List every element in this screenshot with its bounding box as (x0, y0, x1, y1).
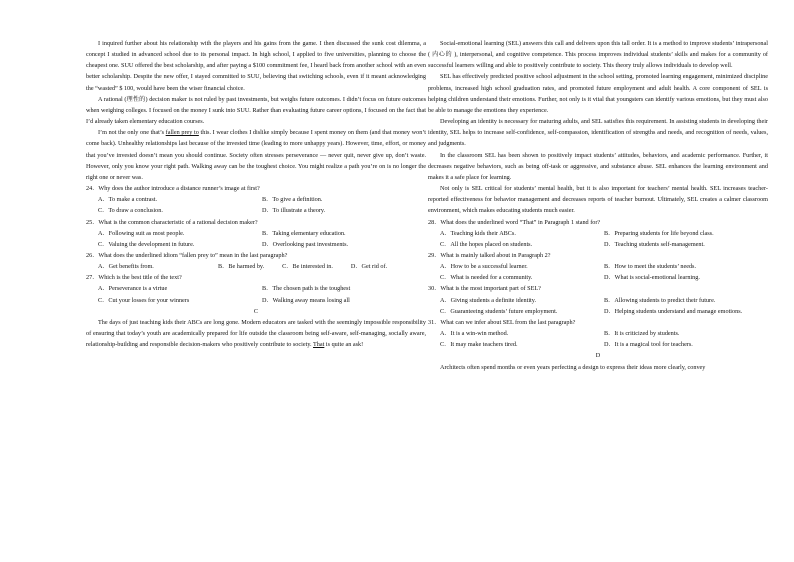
option-31-a: A．It is a win-win method. (440, 330, 509, 338)
option-25-a: A．Following suit as most people. (98, 229, 185, 237)
question-25: 25．What is the common characteristic of a rational decision maker? (86, 218, 258, 226)
question-28-options (428, 228, 768, 250)
option-30-c: C．Guaranteeing students’ future employment. (440, 307, 558, 315)
option-26-d: D．Get rid of. (350, 263, 388, 271)
question-25-options (86, 228, 426, 250)
question-29: 29．What is mainly talked about in Paragraph 2? (428, 251, 551, 259)
question-28: 28．What does the underlined word “That” in Paragraph 1 stand for? (428, 218, 601, 226)
underlined-idiom: fallen prey to (165, 129, 199, 137)
option-27-b: B．The chosen path is the toughest (262, 285, 351, 293)
passage-c-paragraph-abcs (86, 317, 426, 350)
question-27: 27．Which is the best title of the text? (86, 274, 182, 282)
option-24-d: D．To illustrate a theory. (262, 207, 326, 215)
passage-c-paragraph-sel-intro: Social-emotional learning (SEL) answers this call and delivers upon this tall order. It is a method to improve students’ intrapersonal ( 内心的 ), interpersonal, and cognitive competence. This process improves individual students’ skills and makes for a community of successful learners willing and able to positively contribute to society. This theory truly allows individuals to develop well. (428, 40, 768, 70)
question-30: 30．What is the most important part of SEL? (428, 285, 541, 293)
option-28-b: B．Preparing students for life beyond class. (604, 229, 714, 237)
option-31-b: B．It is criticized by students. (604, 330, 680, 338)
question-30-options (428, 295, 768, 317)
option-25-b: B．Taking elementary education. (262, 229, 346, 237)
p4-text-after: is quite an ask! (324, 341, 364, 349)
option-27-c: C．Cut your losses for your winners (98, 296, 190, 304)
underlined-word-that: That (313, 341, 325, 349)
p3-text-after: this. I wear clothes I dislike simply because I spent money on them (and that money won’t come back). Unhealthy relationships last because of the invested time (leading to more unhappy years). However, time, effort, or money that you’ve invested doesn’t mean you should continue. Society often stresses perseverance — never quit, never give up, don’t waste. However, only you know your right path. Walking away can be the toughest choice. You might realize a path you’re on is no longer the right one or never was. (86, 129, 426, 181)
question-29-options (428, 261, 768, 283)
passage-c-paragraph-classroom: In the classroom SEL has been shown to positively impact students’ attitudes, behaviors, and academic performance. Further, it decreases negative behaviors, such as being off-task or aggressive, and substance abuse. SEL enhances the learning environment and makes it a safe place for learning. (428, 151, 768, 181)
section-d-heading: D (595, 352, 601, 360)
question-26: 26．What does the underlined idiom “fallen prey to” mean in the last paragraph? (86, 251, 288, 259)
passage-c-paragraph-teachers: Not only is SEL critical for students’ mental health, but it is also important for teachers’ mental health. SEL increases teacher-reported effectiveness for behavior management and decreases reports of teacher burnout. Ultimately, SEL creates a calmer classroom environment, which makes educating students much easier. (428, 185, 768, 215)
option-27-d: D．Walking away means losing all (262, 296, 350, 304)
section-c-heading: C (253, 307, 259, 315)
question-26-options (86, 261, 426, 272)
left-column (86, 38, 426, 350)
option-24-b: B．To give a definition. (262, 196, 323, 204)
question-27-options (86, 283, 426, 305)
option-25-d: D．Overlooking past investments. (262, 240, 349, 248)
passage-c-paragraph-sel-effects: SEL has effectively predicted positive school adjustment in the school setting, promoted learning engagement, minimized discipline problems, increased high school graduation rates, and promoted future employment and adult health. A core component of SEL is helping children understand their emotions. Further, not only is it vital that youngsters can identify various emotions, but they must also be able to manage the emotions they experience. (428, 73, 768, 114)
option-24-c: C．To draw a conclusion. (98, 207, 163, 215)
option-30-d: D．Helping students understand and manage emotions. (604, 307, 743, 315)
p3-text-before: I’m not the only one that’s (98, 129, 166, 137)
option-29-c: C．What is needed for a community. (440, 274, 533, 282)
option-28-c: C．All the hopes placed on students. (440, 240, 533, 248)
question-31: 31．What can we infer about SEL from the last paragraph? (428, 318, 576, 326)
passage-d-paragraph-architects: Architects often spend months or even years perfecting a design to express their ideas more clearly, convey (440, 363, 706, 371)
p4-text-before: The days of just teaching kids their ABCs are long gone. Modern educators are tasked with the seemingly impossible responsibility of ensuring that today’s youth are academically prepared for life outside the classroom being self-aware, self-managing, socially aware, relationship-building and responsible decision-makers who positively contribute to society. (86, 318, 426, 349)
question-31-options (428, 328, 768, 350)
option-26-c: C．Be interested in. (282, 263, 333, 271)
option-27-a: A．Perseverance is a virtue (98, 285, 168, 293)
option-31-c: C．It may make teachers tired. (440, 341, 518, 349)
question-24: 24．Why does the author introduce a distance runner’s image at first? (86, 185, 260, 193)
option-26-b: B．Be harmed by. (218, 263, 265, 271)
option-28-a: A．Teaching kids their ABCs. (440, 229, 516, 237)
passage-b-paragraph-sunk-cost: I inquired further about his relationship with the players and his gains from the game. I then discussed the sunk cost dilemma, a concept I studied in advanced school due to its personal impact. In high school, I applied to five universities, planning to choose the cheapest one. SUU offered the best scholarship, and after paying a $100 commitment fee, I heard back from another school with an even better scholarship. Despite the new offer, I stayed committed to SUU, believing that switching schools, even if it meant acknowledging the “wasted” $ 100, would have been the wiser financial choice. (86, 40, 426, 92)
option-29-b: B．How to meet the students’ needs. (604, 263, 696, 271)
passage-b-paragraph-rational: A rational (理性的) decision maker is not ruled by past investments, but weighs future outcomes. I didn’t focus on future outcomes when weighing colleges. I focused on the money I sunk into SUU. Rather than evaluating future career options, I focused on the fact that I’d already taken elementary education courses. (86, 95, 426, 126)
option-29-a: A．How to be a successful learner. (440, 263, 528, 271)
option-28-d: D．Teaching students self-management. (604, 240, 705, 248)
option-25-c: C．Valuing the development in future. (98, 240, 195, 248)
option-26-a: A．Get benefits from. (98, 263, 154, 271)
option-24-a: A．To make a contrast. (98, 196, 158, 204)
right-column (428, 38, 768, 373)
option-29-d: D．What is social-emotional learning. (604, 274, 700, 282)
option-30-b: B．Allowing students to predict their future. (604, 296, 716, 304)
passage-b-paragraph-fallen-prey (86, 127, 426, 183)
option-30-a: A．Giving students a definite identity. (440, 296, 537, 304)
option-31-d: D．It is a magical tool for teachers. (604, 341, 693, 349)
passage-c-paragraph-identity: Developing an identity is necessary for maturing adults, and SEL satisfies this requirement. In assisting students in developing their identity, SEL helps to increase self-confidence, self-compassion, identification of strengths and needs, and recognition of needs, values, and judgments. (428, 118, 768, 148)
question-24-options (86, 194, 426, 216)
